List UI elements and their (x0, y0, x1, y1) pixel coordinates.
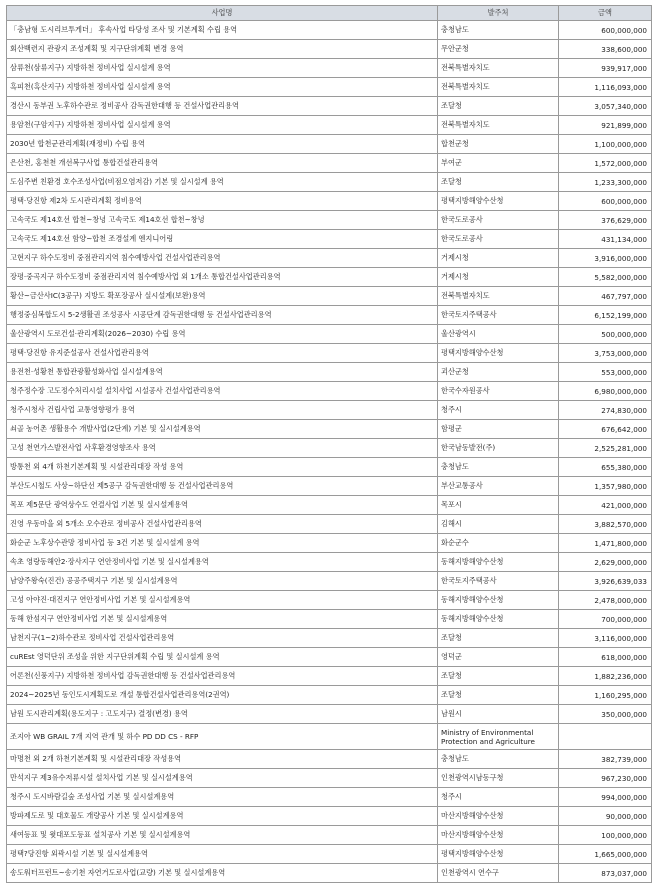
cell-amount: 6,980,000,000 (559, 382, 652, 401)
table-row (7, 135, 652, 154)
cell-client: 평택지방해양수산청 (438, 344, 559, 363)
cell-project-name: 남천지구(1~2)하수관로 정비사업 건설사업관리용역 (7, 629, 438, 648)
table-row (7, 496, 652, 515)
table-row (7, 192, 652, 211)
contract-table (6, 5, 652, 883)
table-row (7, 306, 652, 325)
table-row (7, 845, 652, 864)
table-row (7, 705, 652, 724)
cell-amount: 100,000,000 (559, 826, 652, 845)
cell-client: 울산광역시 (438, 325, 559, 344)
cell-amount: 921,899,000 (559, 116, 652, 135)
cell-client: 동해지방해양수산청 (438, 610, 559, 629)
cell-client: 목포시 (438, 496, 559, 515)
cell-project-name: 방통천 외 4개 하천기본계획 및 시설관리대장 작성 용역 (7, 458, 438, 477)
cell-client: 부산교통공사 (438, 477, 559, 496)
cell-project-name: 어론천(신풍지구) 지방하천 정비사업 감독권한대행 등 건설사업관리용역 (7, 667, 438, 686)
table-row (7, 629, 652, 648)
cell-amount: 994,000,000 (559, 788, 652, 807)
table-row (7, 325, 652, 344)
table-row (7, 230, 652, 249)
cell-client: 한국남동발전(주) (438, 439, 559, 458)
table-row (7, 363, 652, 382)
cell-client: 한국도로공사 (438, 211, 559, 230)
cell-amount: 90,000,000 (559, 807, 652, 826)
cell-client: 조달청 (438, 629, 559, 648)
table-header-row (7, 6, 652, 21)
cell-project-name: 장평·중곡지구 하수도정비 중점관리지역 침수예방사업 외 1개소 통합건설사업관리용역 (7, 268, 438, 287)
cell-project-name: 평택?당진항 외곽시설 기본 및 실시설계용역 (7, 845, 438, 864)
cell-project-name: 방파제도로 및 대호물도 개량공사 기본 및 실시설계용역 (7, 807, 438, 826)
table-row (7, 667, 652, 686)
cell-client: 조달청 (438, 173, 559, 192)
cell-project-name: 「충남형 도시리브투게더」 후속사업 타당성 조사 및 기본계획 수립 용역 (7, 21, 438, 40)
table-row (7, 173, 652, 192)
cell-amount: 3,057,340,000 (559, 97, 652, 116)
cell-project-name: 고속국도 제14호선 합천~창녕 고속국도 제14호선 합천~창녕 (7, 211, 438, 230)
cell-client: 거제시청 (438, 249, 559, 268)
cell-project-name: 남양주왕숙(진건) 공공주택지구 기본 및 실시설계용역 (7, 572, 438, 591)
table-row (7, 439, 652, 458)
header-client: 발주처 (438, 6, 559, 21)
table-row (7, 572, 652, 591)
cell-client: 한국토지주택공사 (438, 306, 559, 325)
cell-project-name: 용암천(구암지구) 지방하천 정비사업 실시설계 용역 (7, 116, 438, 135)
cell-amount: 676,642,000 (559, 420, 652, 439)
cell-project-name: 2030년 합천군관리계획(재정비) 수립 용역 (7, 135, 438, 154)
table-row (7, 807, 652, 826)
cell-amount: 600,000,000 (559, 192, 652, 211)
cell-amount: 553,000,000 (559, 363, 652, 382)
cell-amount: 700,000,000 (559, 610, 652, 629)
cell-client: 청주시 (438, 788, 559, 807)
cell-project-name: 동해 한섬지구 연안정비사업 기본 및 실시설계용역 (7, 610, 438, 629)
table-body (7, 21, 652, 883)
cell-client: 마산지방해양수산청 (438, 826, 559, 845)
cell-client: 충청남도 (438, 21, 559, 40)
table-row (7, 686, 652, 705)
cell-client: 조달청 (438, 97, 559, 116)
table-row (7, 477, 652, 496)
cell-client: 전북특별자치도 (438, 59, 559, 78)
cell-amount: 6,152,199,000 (559, 306, 652, 325)
cell-amount: 421,000,000 (559, 496, 652, 515)
cell-amount: 1,357,980,000 (559, 477, 652, 496)
cell-project-name: 조지아 WB GRAIL 7개 지역 관개 및 하수 PD DD CS - RFP (7, 724, 438, 750)
cell-project-name: 고현지구 하수도정비 중점관리지역 침수예방사업 건설사업관리용역 (7, 249, 438, 268)
cell-amount: 3,916,000,000 (559, 249, 652, 268)
cell-client: 동해지방해양수산청 (438, 553, 559, 572)
cell-client: 인천광역시남동구청 (438, 769, 559, 788)
cell-amount: 431,134,000 (559, 230, 652, 249)
cell-amount: 655,380,000 (559, 458, 652, 477)
cell-amount: 1,882,236,000 (559, 667, 652, 686)
table-row (7, 59, 652, 78)
table-row (7, 724, 652, 750)
cell-client: 조달청 (438, 686, 559, 705)
cell-client: 함평군 (438, 420, 559, 439)
cell-amount: 1,572,000,000 (559, 154, 652, 173)
cell-project-name: cuREst 영덕단위 조성을 위한 지구단위계획 수립 및 실시설계 용역 (7, 648, 438, 667)
table-row (7, 382, 652, 401)
cell-project-name: 새여등표 및 윗대포도등표 설치공사 기본 및 실시설계용역 (7, 826, 438, 845)
cell-amount: 467,797,000 (559, 287, 652, 306)
cell-client: 부여군 (438, 154, 559, 173)
table-row (7, 610, 652, 629)
cell-amount: 376,629,000 (559, 211, 652, 230)
cell-amount: 939,917,000 (559, 59, 652, 78)
cell-client: 한국토지주택공사 (438, 572, 559, 591)
table-row (7, 553, 652, 572)
cell-project-name: 2024~2025년 동인도시계획도로 개설 통합건설사업관리용역(2권역) (7, 686, 438, 705)
table-row (7, 769, 652, 788)
cell-amount: 3,116,000,000 (559, 629, 652, 648)
cell-project-name: 목포 제5문단 광역상수도 연결사업 기본 및 실시설계용역 (7, 496, 438, 515)
cell-project-name: 속초 영랑동해안2·장사지구 연안정비사업 기본 및 실시설계용역 (7, 553, 438, 572)
contract-table-container (6, 5, 652, 883)
cell-client: 합천군청 (438, 135, 559, 154)
cell-project-name: 울산광역시 도로건설·관리계획(2026~2030) 수립 용역 (7, 325, 438, 344)
cell-project-name: 청주정수장 고도정수처리시설 설치사업 시설공사 건설사업관리용역 (7, 382, 438, 401)
cell-client: 괴산군청 (438, 363, 559, 382)
cell-amount: 967,230,000 (559, 769, 652, 788)
cell-project-name: 도심주변 친환경 호수조성사업(비점오염저감) 기본 및 실시설계 용역 (7, 173, 438, 192)
table-row (7, 515, 652, 534)
cell-project-name: 평택·당진항 유지준설공사 건설사업관리용역 (7, 344, 438, 363)
cell-project-name: 부산도시철도 사상~하단선 제5공구 감독권한대행 등 건설사업관리용역 (7, 477, 438, 496)
cell-client: 동해지방해양수산청 (438, 591, 559, 610)
table-row (7, 211, 652, 230)
table-row (7, 420, 652, 439)
cell-client: 전북특별자치도 (438, 78, 559, 97)
cell-project-name: 흑피천(흑산지구) 지방하천 정비사업 실시설계 용역 (7, 78, 438, 97)
table-row (7, 534, 652, 553)
cell-client: 평택지방해양수산청 (438, 192, 559, 211)
cell-project-name: 남원 도시관리계획(용도지구 : 고도지구) 결정(변경) 용역 (7, 705, 438, 724)
table-row (7, 287, 652, 306)
cell-client: 한국수자원공사 (438, 382, 559, 401)
table-row (7, 78, 652, 97)
header-amount: 금액 (559, 6, 652, 21)
cell-project-name: 송도워터프런트~송기천 자연거도로사업(교량) 기본 및 실시설계용역 (7, 864, 438, 883)
cell-project-name: 화순군 노후상수관망 정비사업 등 3건 기본 및 실시설계 용역 (7, 534, 438, 553)
table-row (7, 21, 652, 40)
cell-amount: 618,000,000 (559, 648, 652, 667)
table-row (7, 458, 652, 477)
table-row (7, 116, 652, 135)
cell-client: 화순군수 (438, 534, 559, 553)
cell-project-name: 삼류천(삼류지구) 지방하천 정비사업 실시설계 용역 (7, 59, 438, 78)
cell-amount: 1,233,300,000 (559, 173, 652, 192)
table-row (7, 864, 652, 883)
cell-project-name: 고속국도 제14호선 함양~합천 조경설계 엔지니어링 (7, 230, 438, 249)
cell-project-name: 청주시 도시바람길숲 조성사업 기본 및 실시설계용역 (7, 788, 438, 807)
cell-client: 청주시 (438, 401, 559, 420)
cell-project-name: 고성 아야진·대진지구 연안정비사업 기본 및 실시설계용역 (7, 591, 438, 610)
cell-project-name: 용전천·성황천 통합관광활성화사업 실시설계용역 (7, 363, 438, 382)
cell-amount (559, 724, 652, 750)
cell-project-name: 은산천, 홍천천 개선복구사업 통합건설관리용역 (7, 154, 438, 173)
cell-amount: 1,160,295,000 (559, 686, 652, 705)
cell-project-name: 진영 우동마을 외 5개소 오수관로 정비공사 건설사업관리용역 (7, 515, 438, 534)
cell-project-name: 경산시 동부권 노후하수관로 정비공사 감독권한대행 등 건설사업관리용역 (7, 97, 438, 116)
cell-client: 전북특별자치도 (438, 287, 559, 306)
cell-project-name: 평택·당진항 제2차 도시관리계획 정비용역 (7, 192, 438, 211)
cell-project-name: 회산백련지 관광지 조성계획 및 지구단위계획 변경 용역 (7, 40, 438, 59)
cell-amount: 2,478,000,000 (559, 591, 652, 610)
cell-project-name: 만석지구 제3유수저류시설 설치사업 기본 및 실시설계용역 (7, 769, 438, 788)
cell-amount: 3,882,570,000 (559, 515, 652, 534)
cell-amount: 5,582,000,000 (559, 268, 652, 287)
cell-project-name: 청주시청사 건립사업 교통영향평가 용역 (7, 401, 438, 420)
cell-client: 마산지방해양수산청 (438, 807, 559, 826)
cell-project-name: 쇠골 농어촌 생활용수 개발사업(2단계) 기본 및 실시설계용역 (7, 420, 438, 439)
cell-amount: 1,116,093,000 (559, 78, 652, 97)
cell-project-name: 황산~금산사IC(3공구) 지방도 확포장공사 실시설계(보완)용역 (7, 287, 438, 306)
cell-amount: 1,100,000,000 (559, 135, 652, 154)
table-row (7, 154, 652, 173)
cell-project-name: 행정중심복합도시 5-2생활권 조성공사 시공단계 감독권한대행 등 건설사업관리용역 (7, 306, 438, 325)
table-row (7, 268, 652, 287)
cell-client: 조달청 (438, 667, 559, 686)
table-row (7, 591, 652, 610)
table-row (7, 249, 652, 268)
cell-project-name: 마명천 외 2개 하천기본계획 및 시설관리대장 작성용역 (7, 750, 438, 769)
cell-amount: 274,830,000 (559, 401, 652, 420)
cell-amount: 338,600,000 (559, 40, 652, 59)
cell-amount: 3,926,639,033 (559, 572, 652, 591)
cell-client: 남원시 (438, 705, 559, 724)
header-project-name: 사업명 (7, 6, 438, 21)
cell-client: 평택지방해양수산청 (438, 845, 559, 864)
cell-amount: 1,665,000,000 (559, 845, 652, 864)
cell-client: 무안군청 (438, 40, 559, 59)
cell-amount: 600,000,000 (559, 21, 652, 40)
cell-amount: 382,739,000 (559, 750, 652, 769)
cell-client: 한국도로공사 (438, 230, 559, 249)
table-row (7, 826, 652, 845)
cell-amount: 2,629,000,000 (559, 553, 652, 572)
table-row (7, 750, 652, 769)
cell-client: 전북특별자치도 (438, 116, 559, 135)
cell-amount: 2,525,281,000 (559, 439, 652, 458)
cell-amount: 1,471,800,000 (559, 534, 652, 553)
table-row (7, 788, 652, 807)
table-row (7, 97, 652, 116)
table-row (7, 648, 652, 667)
table-row (7, 401, 652, 420)
cell-client: 충청남도 (438, 458, 559, 477)
cell-amount: 350,000,000 (559, 705, 652, 724)
cell-client: Ministry of Environmental Protection and Agriculture (438, 724, 559, 750)
cell-amount: 3,753,000,000 (559, 344, 652, 363)
cell-client: 인천광역시 연수구 (438, 864, 559, 883)
cell-client: 영덕군 (438, 648, 559, 667)
cell-client: 거제시청 (438, 268, 559, 287)
cell-client: 충청남도 (438, 750, 559, 769)
cell-client: 김해시 (438, 515, 559, 534)
table-row (7, 344, 652, 363)
cell-amount: 500,000,000 (559, 325, 652, 344)
cell-project-name: 고성 천연가스발전사업 사후환경영향조사 용역 (7, 439, 438, 458)
table-row (7, 40, 652, 59)
cell-amount: 873,037,000 (559, 864, 652, 883)
